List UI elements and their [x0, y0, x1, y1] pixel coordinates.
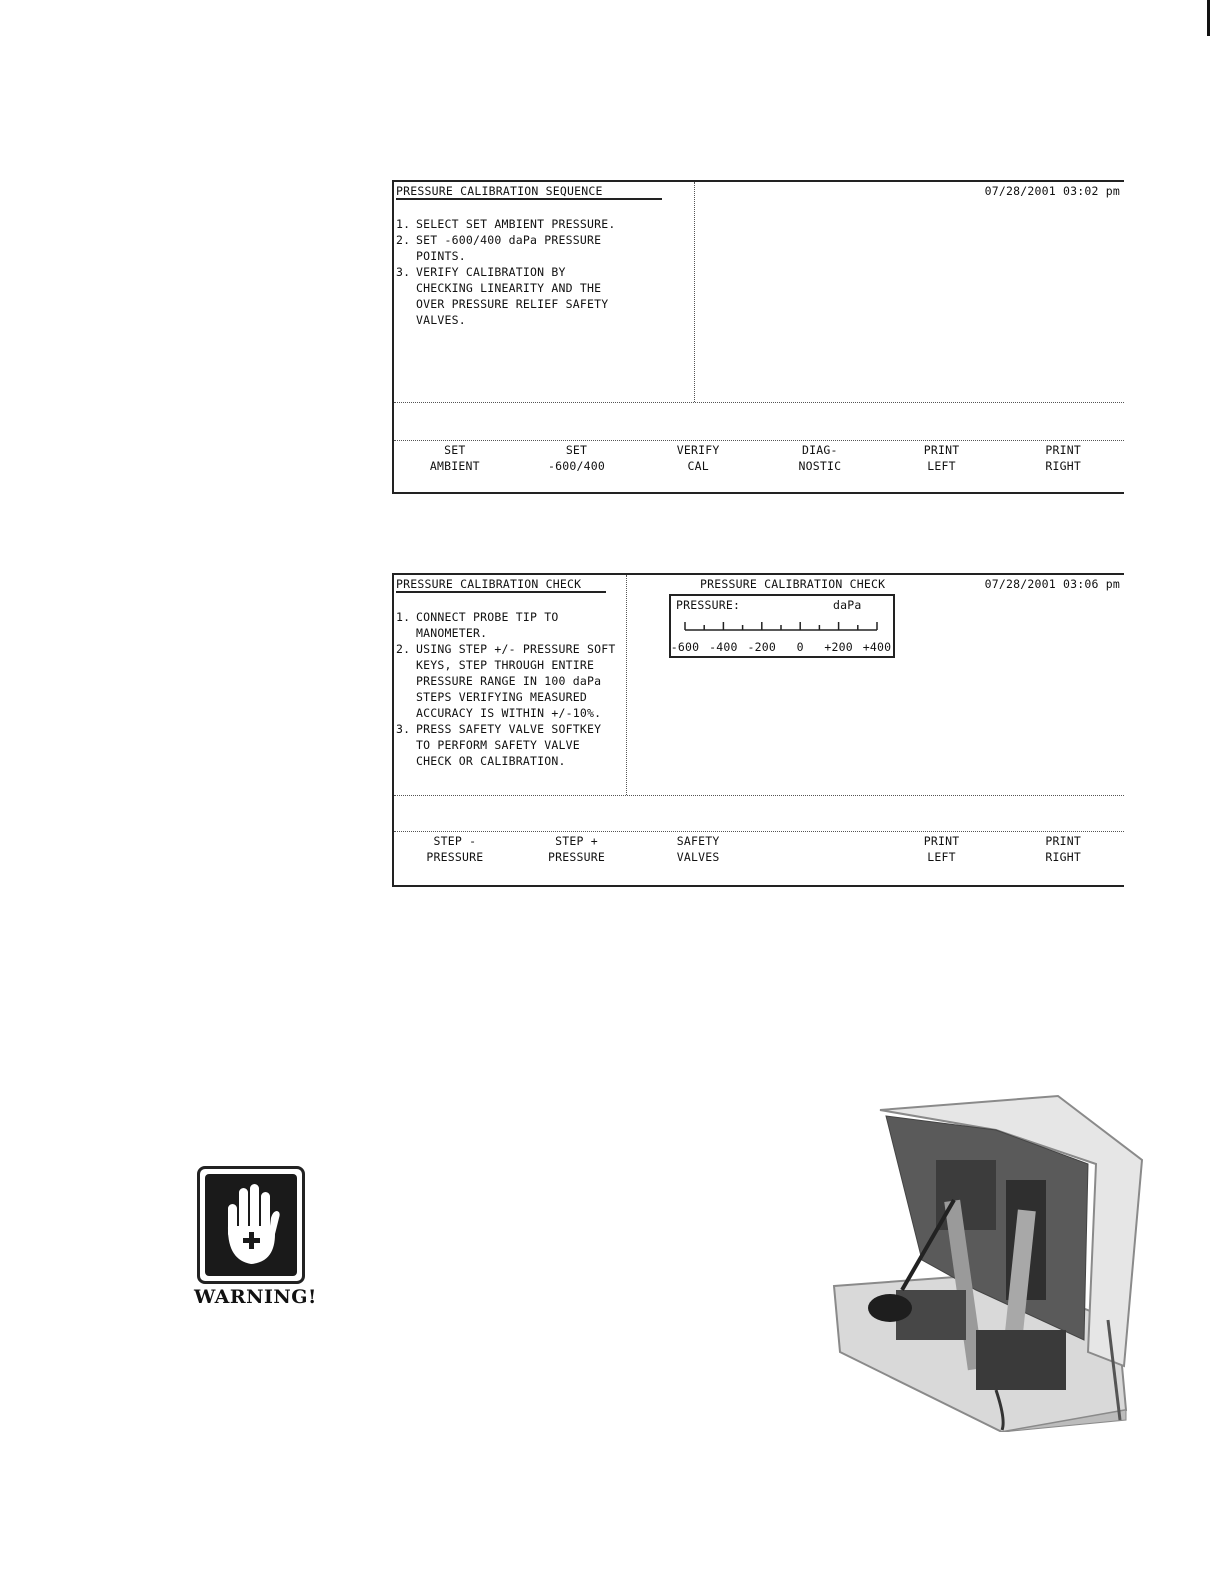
screen-title: PRESSURE CALIBRATION SEQUENCE [396, 184, 603, 198]
gauge-tick-label: +400 [862, 640, 892, 654]
screen-datetime: 07/28/2001 03:02 pm [984, 184, 1120, 198]
softkey-area-divider [394, 831, 1124, 832]
gauge-tick-label: +200 [824, 640, 853, 654]
calibration-check-screen [392, 573, 1124, 887]
gauge-tick-label: -400 [709, 640, 738, 654]
softkey-print-right[interactable]: PRINT RIGHT [1045, 834, 1081, 864]
softkey-set-ambient[interactable]: SET AMBIENT [429, 443, 480, 473]
softkey-print-left[interactable]: PRINT LEFT [923, 443, 960, 473]
instruction-step: 1. CONNECT PROBE TIP TO MANOMETER. [396, 610, 559, 640]
hand-cross-icon [197, 1166, 305, 1284]
softkey-blank[interactable] [759, 833, 881, 865]
gauge-unit: daPa [833, 598, 862, 612]
instruction-step: 2. USING STEP +/- PRESSURE SOFT KEYS, STEP THROUGH ENTIRE PRESSURE RANGE IN 100 daPa STEPS VERIFYING MEASURED ACCURACY IS WITHIN +/-10%. [396, 642, 616, 720]
gauge-tick-label: -600 [670, 640, 700, 654]
gauge-scale [671, 616, 893, 640]
page-edge-rule [1207, 0, 1210, 36]
instruction-step: 2. SET -600/400 daPa PRESSURE POINTS. [396, 233, 602, 263]
screen-datetime: 07/28/2001 03:06 pm [984, 577, 1120, 591]
instruction-list [396, 216, 615, 328]
instruction-step: 1. SELECT SET AMBIENT PRESSURE. [396, 217, 616, 231]
panel-title: PRESSURE CALIBRATION CHECK [700, 577, 886, 591]
message-area-divider [394, 402, 1124, 403]
softkey-step-plus[interactable]: STEP + PRESSURE [548, 834, 605, 864]
panel-divider [694, 182, 695, 402]
instruction-step: 3. VERIFY CALIBRATION BY CHECKING LINEARITY AND THE OVER PRESSURE RELIEF SAFETY VALVES. [396, 265, 609, 327]
softkey-diagnostic[interactable]: DIAG- NOSTIC [798, 443, 842, 473]
calibration-sequence-screen [392, 180, 1124, 494]
gauge-tick-label: 0 [796, 640, 804, 654]
softkey-step-minus[interactable]: STEP - PRESSURE [426, 834, 484, 864]
instruction-list [396, 609, 615, 769]
softkey-print-left[interactable]: PRINT LEFT [923, 834, 960, 864]
title-underline [396, 198, 662, 200]
gauge-tick-label: -200 [747, 640, 777, 654]
softkey-set-600-400[interactable]: SET -600/400 [548, 443, 605, 473]
gauge-label: PRESSURE: [676, 598, 741, 612]
pressure-gauge [669, 594, 895, 658]
softkey-bar [394, 442, 1124, 474]
open-device-icon [826, 1090, 1144, 1432]
softkey-print-right[interactable]: PRINT RIGHT [1045, 443, 1081, 473]
message-area-divider [394, 795, 1124, 796]
panel-divider [626, 575, 627, 795]
warning-label: WARNING! [194, 1286, 317, 1308]
title-underline [396, 591, 606, 593]
screen-title: PRESSURE CALIBRATION CHECK [396, 577, 582, 591]
softkey-safety-valves[interactable]: SAFETY VALVES [676, 834, 720, 864]
softkey-bar [394, 833, 1124, 865]
softkey-verify-cal[interactable]: VERIFY CAL [676, 443, 720, 473]
softkey-area-divider [394, 440, 1124, 441]
instruction-step: 3. PRESS SAFETY VALVE SOFTKEY TO PERFORM SAFETY VALVE CHECK OR CALIBRATION. [396, 722, 602, 768]
